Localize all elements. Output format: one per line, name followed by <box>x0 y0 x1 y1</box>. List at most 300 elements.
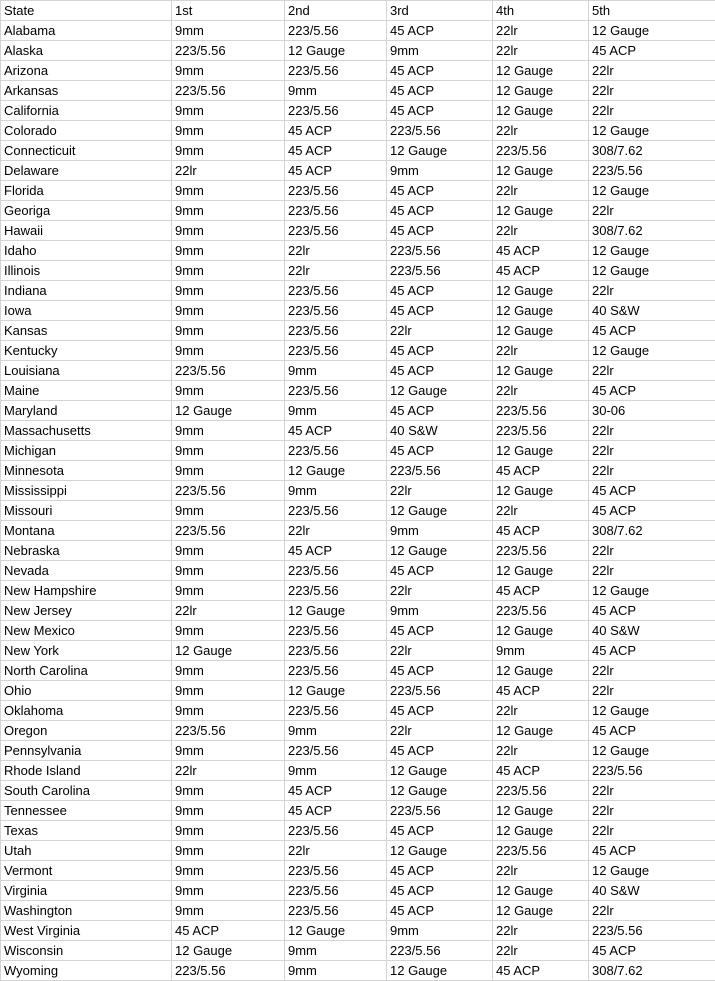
cell-third[interactable]: 9mm <box>387 521 493 541</box>
cell-second[interactable]: 223/5.56 <box>285 701 387 721</box>
cell-fourth[interactable]: 223/5.56 <box>493 601 589 621</box>
cell-third[interactable]: 45 ACP <box>387 361 493 381</box>
cell-fourth[interactable]: 12 Gauge <box>493 621 589 641</box>
cell-second[interactable]: 223/5.56 <box>285 901 387 921</box>
cell-first[interactable]: 223/5.56 <box>172 481 285 501</box>
cell-state[interactable]: Maine <box>1 381 172 401</box>
cell-third[interactable]: 22lr <box>387 641 493 661</box>
header-cell-state[interactable]: State <box>1 1 172 21</box>
cell-fifth[interactable]: 12 Gauge <box>589 861 715 881</box>
cell-fifth[interactable]: 22lr <box>589 901 715 921</box>
cell-fifth[interactable]: 22lr <box>589 441 715 461</box>
cell-state[interactable]: Minnesota <box>1 461 172 481</box>
cell-third[interactable]: 45 ACP <box>387 901 493 921</box>
cell-fourth[interactable]: 12 Gauge <box>493 321 589 341</box>
cell-fourth[interactable]: 223/5.56 <box>493 141 589 161</box>
cell-state[interactable]: Indiana <box>1 281 172 301</box>
cell-third[interactable]: 45 ACP <box>387 441 493 461</box>
cell-state[interactable]: New Hampshire <box>1 581 172 601</box>
cell-fourth[interactable]: 12 Gauge <box>493 201 589 221</box>
cell-fifth[interactable]: 12 Gauge <box>589 341 715 361</box>
cell-second[interactable]: 223/5.56 <box>285 441 387 461</box>
table-body <box>1 1 715 981</box>
cell-state[interactable]: Alabama <box>1 21 172 41</box>
cell-first[interactable]: 9mm <box>172 321 285 341</box>
cell-fifth[interactable]: 22lr <box>589 821 715 841</box>
cell-third[interactable]: 45 ACP <box>387 101 493 121</box>
cell-third[interactable]: 9mm <box>387 41 493 61</box>
cell-fifth[interactable]: 22lr <box>589 281 715 301</box>
cell-third[interactable]: 223/5.56 <box>387 801 493 821</box>
cell-second[interactable]: 9mm <box>285 941 387 961</box>
cell-second[interactable]: 223/5.56 <box>285 221 387 241</box>
cell-third[interactable]: 223/5.56 <box>387 121 493 141</box>
cell-third[interactable]: 45 ACP <box>387 821 493 841</box>
cell-first[interactable]: 9mm <box>172 261 285 281</box>
cell-second[interactable]: 223/5.56 <box>285 581 387 601</box>
cell-fourth[interactable]: 12 Gauge <box>493 721 589 741</box>
cell-fifth[interactable]: 308/7.62 <box>589 961 715 981</box>
cell-state[interactable]: Vermont <box>1 861 172 881</box>
cell-fifth[interactable]: 12 Gauge <box>589 181 715 201</box>
cell-third[interactable]: 12 Gauge <box>387 381 493 401</box>
cell-first[interactable]: 9mm <box>172 561 285 581</box>
cell-second[interactable]: 45 ACP <box>285 781 387 801</box>
cell-state[interactable]: Iowa <box>1 301 172 321</box>
cell-state[interactable]: Idaho <box>1 241 172 261</box>
cell-second[interactable]: 9mm <box>285 721 387 741</box>
cell-third[interactable]: 45 ACP <box>387 341 493 361</box>
cell-state[interactable]: New Mexico <box>1 621 172 641</box>
cell-fourth[interactable]: 12 Gauge <box>493 661 589 681</box>
cell-second[interactable]: 223/5.56 <box>285 381 387 401</box>
cell-first[interactable]: 223/5.56 <box>172 361 285 381</box>
table-row <box>1 61 715 81</box>
cell-fifth[interactable]: 40 S&W <box>589 621 715 641</box>
cell-first[interactable]: 9mm <box>172 841 285 861</box>
cell-first[interactable]: 9mm <box>172 101 285 121</box>
cell-fourth[interactable]: 223/5.56 <box>493 401 589 421</box>
cell-second[interactable]: 223/5.56 <box>285 501 387 521</box>
cell-fourth[interactable]: 22lr <box>493 181 589 201</box>
cell-state[interactable]: Oklahoma <box>1 701 172 721</box>
cell-first[interactable]: 9mm <box>172 701 285 721</box>
cell-state[interactable]: Massachusetts <box>1 421 172 441</box>
cell-second[interactable]: 45 ACP <box>285 161 387 181</box>
cell-fourth[interactable]: 12 Gauge <box>493 81 589 101</box>
cell-fourth[interactable]: 22lr <box>493 861 589 881</box>
cell-fifth[interactable]: 12 Gauge <box>589 581 715 601</box>
cell-state[interactable]: Pennsylvania <box>1 741 172 761</box>
cell-first[interactable]: 9mm <box>172 241 285 261</box>
cell-third[interactable]: 45 ACP <box>387 61 493 81</box>
header-cell-3rd[interactable]: 3rd <box>387 1 493 21</box>
cell-fifth[interactable]: 22lr <box>589 681 715 701</box>
cell-state[interactable]: California <box>1 101 172 121</box>
cell-third[interactable]: 45 ACP <box>387 741 493 761</box>
cell-third[interactable]: 12 Gauge <box>387 761 493 781</box>
cell-first[interactable]: 9mm <box>172 221 285 241</box>
cell-state[interactable]: Delaware <box>1 161 172 181</box>
header-cell-5th[interactable]: 5th <box>589 1 715 21</box>
cell-third[interactable]: 12 Gauge <box>387 141 493 161</box>
cell-first[interactable]: 9mm <box>172 61 285 81</box>
cell-first[interactable]: 9mm <box>172 381 285 401</box>
cell-fourth[interactable]: 223/5.56 <box>493 781 589 801</box>
cell-fourth[interactable]: 9mm <box>493 641 589 661</box>
cell-second[interactable]: 22lr <box>285 241 387 261</box>
cell-first[interactable]: 9mm <box>172 801 285 821</box>
cell-fifth[interactable]: 12 Gauge <box>589 21 715 41</box>
cell-fourth[interactable]: 12 Gauge <box>493 561 589 581</box>
cell-first[interactable]: 9mm <box>172 541 285 561</box>
cell-fifth[interactable]: 12 Gauge <box>589 741 715 761</box>
cell-fifth[interactable]: 45 ACP <box>589 601 715 621</box>
cell-second[interactable]: 223/5.56 <box>285 321 387 341</box>
cell-second[interactable]: 12 Gauge <box>285 461 387 481</box>
cell-second[interactable]: 223/5.56 <box>285 201 387 221</box>
cell-state[interactable]: Florida <box>1 181 172 201</box>
cell-third[interactable]: 9mm <box>387 161 493 181</box>
cell-first[interactable]: 9mm <box>172 781 285 801</box>
cell-state[interactable]: Ohio <box>1 681 172 701</box>
cell-second[interactable]: 223/5.56 <box>285 281 387 301</box>
cell-second[interactable]: 223/5.56 <box>285 641 387 661</box>
cell-second[interactable]: 22lr <box>285 261 387 281</box>
cell-state[interactable]: Tennessee <box>1 801 172 821</box>
cell-second[interactable]: 223/5.56 <box>285 661 387 681</box>
cell-state[interactable]: Montana <box>1 521 172 541</box>
cell-state[interactable]: Utah <box>1 841 172 861</box>
cell-fifth[interactable]: 223/5.56 <box>589 161 715 181</box>
cell-third[interactable]: 9mm <box>387 921 493 941</box>
cell-third[interactable]: 223/5.56 <box>387 461 493 481</box>
cell-first[interactable]: 9mm <box>172 341 285 361</box>
header-cell-2nd[interactable]: 2nd <box>285 1 387 21</box>
cell-third[interactable]: 223/5.56 <box>387 681 493 701</box>
cell-state[interactable]: West Virginia <box>1 921 172 941</box>
cell-state[interactable]: Oregon <box>1 721 172 741</box>
cell-fourth[interactable]: 12 Gauge <box>493 481 589 501</box>
cell-first[interactable]: 12 Gauge <box>172 641 285 661</box>
cell-fourth[interactable]: 22lr <box>493 221 589 241</box>
table-row <box>1 881 715 901</box>
cell-third[interactable]: 22lr <box>387 721 493 741</box>
cell-fourth[interactable]: 22lr <box>493 41 589 61</box>
cell-second[interactable]: 9mm <box>285 361 387 381</box>
cell-fourth[interactable]: 45 ACP <box>493 761 589 781</box>
cell-third[interactable]: 45 ACP <box>387 561 493 581</box>
cell-fifth[interactable]: 12 Gauge <box>589 241 715 261</box>
cell-first[interactable]: 12 Gauge <box>172 941 285 961</box>
cell-state[interactable]: Michigan <box>1 441 172 461</box>
cell-state[interactable]: Arizona <box>1 61 172 81</box>
cell-first[interactable]: 9mm <box>172 501 285 521</box>
cell-first[interactable]: 223/5.56 <box>172 961 285 981</box>
cell-fourth[interactable]: 223/5.56 <box>493 421 589 441</box>
cell-fifth[interactable]: 45 ACP <box>589 501 715 521</box>
cell-second[interactable]: 223/5.56 <box>285 341 387 361</box>
cell-first[interactable]: 9mm <box>172 281 285 301</box>
cell-second[interactable]: 223/5.56 <box>285 61 387 81</box>
cell-state[interactable]: Nevada <box>1 561 172 581</box>
cell-fifth[interactable]: 45 ACP <box>589 381 715 401</box>
cell-second[interactable]: 45 ACP <box>285 421 387 441</box>
cell-fourth[interactable]: 45 ACP <box>493 521 589 541</box>
cell-second[interactable]: 9mm <box>285 481 387 501</box>
cell-second[interactable]: 223/5.56 <box>285 301 387 321</box>
cell-fourth[interactable]: 22lr <box>493 341 589 361</box>
cell-fifth[interactable]: 22lr <box>589 561 715 581</box>
cell-second[interactable]: 223/5.56 <box>285 101 387 121</box>
cell-fifth[interactable]: 22lr <box>589 421 715 441</box>
cell-fifth[interactable]: 22lr <box>589 541 715 561</box>
cell-fifth[interactable]: 45 ACP <box>589 841 715 861</box>
cell-state[interactable]: Mississippi <box>1 481 172 501</box>
cell-fifth[interactable]: 45 ACP <box>589 941 715 961</box>
cell-third[interactable]: 223/5.56 <box>387 261 493 281</box>
cell-first[interactable]: 223/5.56 <box>172 721 285 741</box>
cell-first[interactable]: 45 ACP <box>172 921 285 941</box>
cell-state[interactable]: Alaska <box>1 41 172 61</box>
cell-third[interactable]: 45 ACP <box>387 201 493 221</box>
cell-fifth[interactable]: 22lr <box>589 201 715 221</box>
cell-fifth[interactable]: 308/7.62 <box>589 141 715 161</box>
cell-fourth[interactable]: 45 ACP <box>493 681 589 701</box>
cell-fourth[interactable]: 22lr <box>493 941 589 961</box>
cell-third[interactable]: 223/5.56 <box>387 241 493 261</box>
cell-fifth[interactable]: 22lr <box>589 361 715 381</box>
cell-third[interactable]: 12 Gauge <box>387 841 493 861</box>
cell-third[interactable]: 45 ACP <box>387 661 493 681</box>
cell-first[interactable]: 9mm <box>172 581 285 601</box>
cell-state[interactable]: New York <box>1 641 172 661</box>
cell-third[interactable]: 12 Gauge <box>387 541 493 561</box>
cell-second[interactable]: 45 ACP <box>285 141 387 161</box>
cell-third[interactable]: 22lr <box>387 321 493 341</box>
cell-second[interactable]: 12 Gauge <box>285 921 387 941</box>
cell-state[interactable]: Wisconsin <box>1 941 172 961</box>
cell-third[interactable]: 223/5.56 <box>387 941 493 961</box>
cell-third[interactable]: 45 ACP <box>387 181 493 201</box>
cell-first[interactable]: 9mm <box>172 121 285 141</box>
cell-first[interactable]: 9mm <box>172 181 285 201</box>
cell-second[interactable]: 223/5.56 <box>285 741 387 761</box>
cell-fourth[interactable]: 22lr <box>493 381 589 401</box>
cell-second[interactable]: 22lr <box>285 841 387 861</box>
cell-state[interactable]: Nebraska <box>1 541 172 561</box>
cell-fifth[interactable]: 45 ACP <box>589 321 715 341</box>
cell-state[interactable]: Connecticuit <box>1 141 172 161</box>
cell-state[interactable]: Louisiana <box>1 361 172 381</box>
cell-first[interactable]: 22lr <box>172 761 285 781</box>
cell-third[interactable]: 40 S&W <box>387 421 493 441</box>
cell-fifth[interactable]: 30-06 <box>589 401 715 421</box>
cell-fourth[interactable]: 223/5.56 <box>493 541 589 561</box>
cell-third[interactable]: 45 ACP <box>387 861 493 881</box>
cell-first[interactable]: 9mm <box>172 21 285 41</box>
header-cell-1st[interactable]: 1st <box>172 1 285 21</box>
cell-state[interactable]: Wyoming <box>1 961 172 981</box>
cell-fourth[interactable]: 22lr <box>493 921 589 941</box>
cell-third[interactable]: 45 ACP <box>387 401 493 421</box>
cell-fifth[interactable]: 223/5.56 <box>589 761 715 781</box>
cell-fourth[interactable]: 12 Gauge <box>493 281 589 301</box>
cell-second[interactable]: 9mm <box>285 961 387 981</box>
cell-second[interactable]: 12 Gauge <box>285 41 387 61</box>
cell-fourth[interactable]: 45 ACP <box>493 261 589 281</box>
cell-third[interactable]: 45 ACP <box>387 21 493 41</box>
cell-fourth[interactable]: 12 Gauge <box>493 881 589 901</box>
cell-state[interactable]: Washington <box>1 901 172 921</box>
cell-first[interactable]: 9mm <box>172 901 285 921</box>
cell-third[interactable]: 45 ACP <box>387 621 493 641</box>
cell-third[interactable]: 45 ACP <box>387 81 493 101</box>
cell-second[interactable]: 223/5.56 <box>285 561 387 581</box>
cell-state[interactable]: Kentucky <box>1 341 172 361</box>
cell-first[interactable]: 12 Gauge <box>172 401 285 421</box>
cell-fourth[interactable]: 12 Gauge <box>493 901 589 921</box>
cell-fourth[interactable]: 22lr <box>493 701 589 721</box>
cell-fifth[interactable]: 22lr <box>589 781 715 801</box>
cell-state[interactable]: Georiga <box>1 201 172 221</box>
cell-fourth[interactable]: 45 ACP <box>493 961 589 981</box>
cell-fifth[interactable]: 12 Gauge <box>589 121 715 141</box>
cell-first[interactable]: 9mm <box>172 421 285 441</box>
cell-second[interactable]: 45 ACP <box>285 801 387 821</box>
cell-third[interactable]: 45 ACP <box>387 221 493 241</box>
cell-second[interactable]: 22lr <box>285 521 387 541</box>
header-cell-4th[interactable]: 4th <box>493 1 589 21</box>
cell-fourth[interactable]: 45 ACP <box>493 581 589 601</box>
cell-fifth[interactable]: 308/7.62 <box>589 521 715 541</box>
cell-third[interactable]: 12 Gauge <box>387 501 493 521</box>
cell-state[interactable]: Illinois <box>1 261 172 281</box>
cell-fifth[interactable]: 40 S&W <box>589 301 715 321</box>
cell-first[interactable]: 223/5.56 <box>172 81 285 101</box>
cell-third[interactable]: 45 ACP <box>387 881 493 901</box>
table-row <box>1 321 715 341</box>
cell-first[interactable]: 22lr <box>172 601 285 621</box>
cell-state[interactable]: Arkansas <box>1 81 172 101</box>
cell-first[interactable]: 9mm <box>172 741 285 761</box>
cell-fifth[interactable]: 22lr <box>589 801 715 821</box>
cell-fifth[interactable]: 45 ACP <box>589 641 715 661</box>
cell-state[interactable]: Missouri <box>1 501 172 521</box>
cell-second[interactable]: 12 Gauge <box>285 601 387 621</box>
cell-first[interactable]: 9mm <box>172 301 285 321</box>
cell-second[interactable]: 12 Gauge <box>285 681 387 701</box>
cell-third[interactable]: 12 Gauge <box>387 781 493 801</box>
cell-third[interactable]: 45 ACP <box>387 281 493 301</box>
cell-first[interactable]: 9mm <box>172 621 285 641</box>
cell-fifth[interactable]: 45 ACP <box>589 481 715 501</box>
cell-fifth[interactable]: 22lr <box>589 461 715 481</box>
cell-state[interactable]: Maryland <box>1 401 172 421</box>
cell-fifth[interactable]: 45 ACP <box>589 41 715 61</box>
cell-first[interactable]: 9mm <box>172 881 285 901</box>
cell-fourth[interactable]: 12 Gauge <box>493 441 589 461</box>
cell-fifth[interactable]: 40 S&W <box>589 881 715 901</box>
cell-second[interactable]: 223/5.56 <box>285 881 387 901</box>
cell-state[interactable]: Kansas <box>1 321 172 341</box>
cell-fourth[interactable]: 45 ACP <box>493 241 589 261</box>
cell-state[interactable]: North Carolina <box>1 661 172 681</box>
cell-fifth[interactable]: 308/7.62 <box>589 221 715 241</box>
cell-state[interactable]: Texas <box>1 821 172 841</box>
cell-fourth[interactable]: 22lr <box>493 21 589 41</box>
cell-fifth[interactable]: 12 Gauge <box>589 701 715 721</box>
cell-fifth[interactable]: 12 Gauge <box>589 261 715 281</box>
cell-state[interactable]: South Carolina <box>1 781 172 801</box>
cell-first[interactable]: 9mm <box>172 201 285 221</box>
cell-second[interactable]: 223/5.56 <box>285 21 387 41</box>
cell-fifth[interactable]: 45 ACP <box>589 721 715 741</box>
cell-first[interactable]: 9mm <box>172 661 285 681</box>
cell-first[interactable]: 9mm <box>172 461 285 481</box>
table-row <box>1 341 715 361</box>
cell-first[interactable]: 9mm <box>172 861 285 881</box>
cell-first[interactable]: 9mm <box>172 681 285 701</box>
cell-second[interactable]: 223/5.56 <box>285 621 387 641</box>
cell-first[interactable]: 223/5.56 <box>172 41 285 61</box>
cell-second[interactable]: 223/5.56 <box>285 821 387 841</box>
cell-state[interactable]: New Jersey <box>1 601 172 621</box>
cell-fourth[interactable]: 12 Gauge <box>493 821 589 841</box>
cell-third[interactable]: 45 ACP <box>387 301 493 321</box>
cell-fourth[interactable]: 22lr <box>493 121 589 141</box>
cell-second[interactable]: 9mm <box>285 81 387 101</box>
cell-third[interactable]: 12 Gauge <box>387 961 493 981</box>
cell-fifth[interactable]: 22lr <box>589 81 715 101</box>
cell-fifth[interactable]: 22lr <box>589 101 715 121</box>
cell-state[interactable]: Rhode Island <box>1 761 172 781</box>
cell-fourth[interactable]: 12 Gauge <box>493 161 589 181</box>
cell-fifth[interactable]: 22lr <box>589 661 715 681</box>
cell-fourth[interactable]: 22lr <box>493 501 589 521</box>
cell-fourth[interactable]: 223/5.56 <box>493 841 589 861</box>
cell-second[interactable]: 223/5.56 <box>285 181 387 201</box>
cell-fourth[interactable]: 12 Gauge <box>493 301 589 321</box>
cell-first[interactable]: 9mm <box>172 141 285 161</box>
cell-second[interactable]: 223/5.56 <box>285 861 387 881</box>
table-row <box>1 121 715 141</box>
cell-first[interactable]: 223/5.56 <box>172 521 285 541</box>
cell-third[interactable]: 22lr <box>387 481 493 501</box>
cell-fourth[interactable]: 45 ACP <box>493 461 589 481</box>
cell-second[interactable]: 9mm <box>285 761 387 781</box>
cell-third[interactable]: 45 ACP <box>387 701 493 721</box>
cell-third[interactable]: 22lr <box>387 581 493 601</box>
cell-state[interactable]: Colorado <box>1 121 172 141</box>
cell-fourth[interactable]: 22lr <box>493 741 589 761</box>
cell-fourth[interactable]: 12 Gauge <box>493 61 589 81</box>
cell-first[interactable]: 9mm <box>172 441 285 461</box>
cell-second[interactable]: 45 ACP <box>285 121 387 141</box>
cell-state[interactable]: Virginia <box>1 881 172 901</box>
cell-fourth[interactable]: 12 Gauge <box>493 361 589 381</box>
cell-first[interactable]: 9mm <box>172 821 285 841</box>
cell-fourth[interactable]: 12 Gauge <box>493 801 589 821</box>
cell-fifth[interactable]: 22lr <box>589 61 715 81</box>
cell-fourth[interactable]: 12 Gauge <box>493 101 589 121</box>
cell-second[interactable]: 45 ACP <box>285 541 387 561</box>
cell-first[interactable]: 22lr <box>172 161 285 181</box>
cell-second[interactable]: 9mm <box>285 401 387 421</box>
cell-fifth[interactable]: 223/5.56 <box>589 921 715 941</box>
cell-state[interactable]: Hawaii <box>1 221 172 241</box>
cell-third[interactable]: 9mm <box>387 601 493 621</box>
